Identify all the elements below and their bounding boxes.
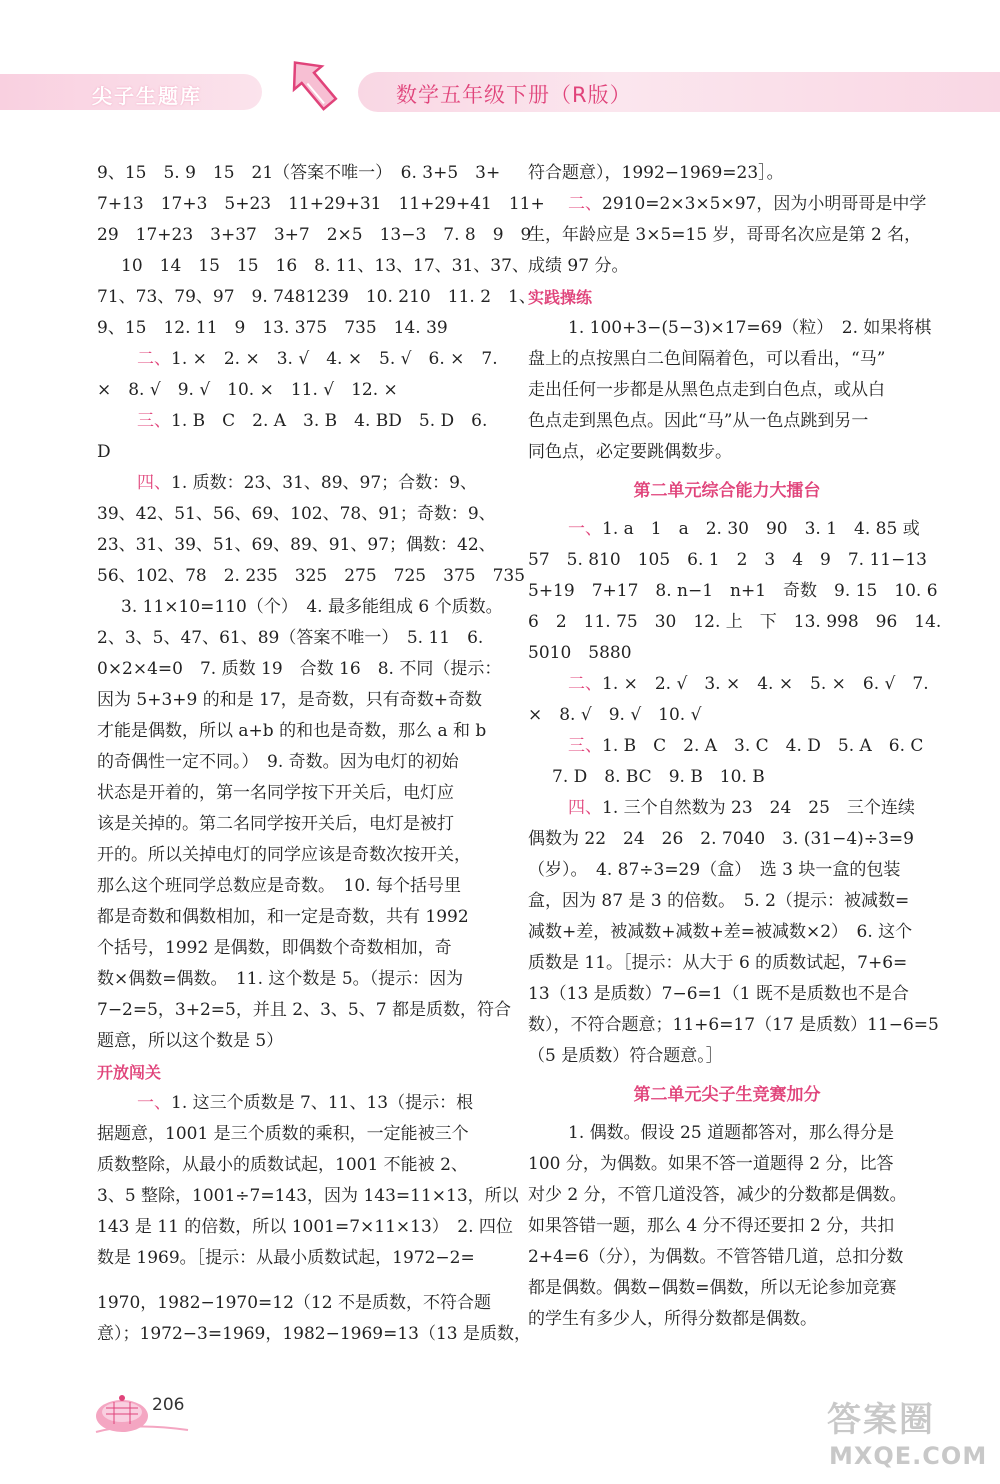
answer-text: 都是偶数。偶数−偶数=偶数，所以无论参加竞赛	[528, 1278, 897, 1298]
answer-line	[97, 1088, 495, 1119]
answer-text: 数×偶数=偶数。 11. 这个数是 5。（提示：因为	[97, 969, 464, 989]
answer-line	[97, 406, 495, 437]
answer-line	[97, 530, 495, 561]
page-number: 206	[152, 1395, 185, 1415]
answer-line	[528, 158, 926, 189]
section-heading: 实践操练	[528, 288, 593, 307]
answer-line	[97, 251, 529, 282]
answer-line	[97, 189, 545, 220]
answer-line	[97, 747, 495, 778]
answer-text: 143 是 11 的倍数，所以 1001=7×11×13） 2. 四位	[97, 1217, 513, 1237]
answer-line	[528, 545, 926, 576]
answer-text: 39、42、51、56、69、102、78、91；奇数：9、	[97, 504, 496, 524]
answer-text: 那么这个班同学总数应是奇数。 10. 每个括号里	[97, 876, 461, 896]
answer-text: 同色点，必定要跳偶数步。	[528, 442, 732, 462]
answer-text: 57 5. 810 105 6. 1 2 3 4 9 7. 11−13	[528, 550, 927, 570]
unit-title: 第二单元尖子生竞赛加分	[633, 1085, 821, 1105]
answer-line	[97, 685, 495, 716]
answer-line	[97, 313, 495, 344]
answer-line	[528, 669, 929, 700]
answer-line	[528, 375, 926, 406]
answer-line	[97, 778, 495, 809]
answer-text: 盘上的点按黑白二色间隔着色，可以看出，“马”	[528, 349, 886, 369]
answer-text: 23、31、39、51、69、89、91、97；偶数：42、	[97, 535, 496, 555]
answer-text: 9、15 5. 9 15 21（答案不唯一） 6. 3+5 3+	[97, 163, 501, 183]
answer-line	[528, 793, 926, 824]
answer-text: 7−2=5，3+2=5，并且 2、3、5、7 都是质数，符合	[97, 1000, 511, 1020]
answer-text: 29 17+23 3+37 3+7 2×5 13−3 7. 8 9 9	[97, 225, 532, 245]
answer-text: 7. D 8. BC 9. B 10. B	[552, 767, 765, 787]
answer-line	[97, 1212, 513, 1243]
answer-text: 1. B C 2. A 3. C 4. D 5. A 6. C	[602, 736, 924, 756]
answer-line	[528, 1180, 926, 1211]
answer-line	[97, 375, 495, 406]
answer-line	[97, 1243, 495, 1274]
answer-text: 减数+差，被减数+减数+差=被减数×2） 6. 这个	[528, 922, 913, 942]
answer-line	[97, 716, 495, 747]
answer-line	[97, 623, 495, 654]
answer-line	[97, 840, 495, 871]
answer-text: 1. 偶数。假设 25 道题都答对，那么得分是	[568, 1123, 895, 1143]
answer-text: 2、3、5、47、61、89（答案不唯一） 5. 11 6.	[97, 628, 484, 648]
answer-line	[97, 437, 495, 468]
answer-text: 2+4=6（分），为偶数。不管答错几道，总扣分数	[528, 1247, 904, 1267]
answer-line	[97, 654, 502, 685]
answer-text: 100 分，为偶数。如果不答一道题得 2 分，比答	[528, 1154, 894, 1174]
answer-text: 5010 5880	[528, 643, 632, 663]
answer-text: 走出任何一步都是从黑色点走到白色点，或从白	[528, 380, 885, 400]
answer-text: 据题意，1001 是三个质数的乘积，一定能被三个	[97, 1124, 469, 1144]
answer-text: 开的。所以关掉电灯的同学应该是奇数次按开关，	[97, 845, 471, 865]
answer-line	[528, 344, 926, 375]
answer-text: 10 14 15 15 16 8. 11、13、17、31、37、	[121, 256, 529, 276]
answer-text: 状态是开着的，第一名同学按下开关后，电灯应	[97, 783, 454, 803]
answer-text: 意）；1972−3=1969，1982−1969=13（13 是质数，	[97, 1324, 532, 1344]
answer-text: 生，年龄应是 3×5=15 岁，哥哥名次应是第 2 名，	[528, 225, 922, 245]
answer-text: 数是 1969。［提示：从最小质数试起，1972−2=	[97, 1248, 475, 1268]
answer-text: 1. a 1 a 2. 30 90 3. 1 4. 85 或	[602, 519, 920, 539]
answer-line	[97, 592, 503, 623]
watermark-title: 答案圈	[827, 1400, 935, 1440]
answer-line	[528, 979, 926, 1010]
answer-text: 题意，所以这个数是 5）	[97, 1031, 284, 1051]
answer-line	[528, 576, 938, 607]
answer-line	[97, 158, 501, 189]
answer-text: 对少 2 分，不管几道没答，减少的分数都是偶数。	[528, 1185, 907, 1205]
book-title-banner	[358, 72, 1000, 112]
answer-line	[97, 499, 495, 530]
answer-text: 该是关掉的。第二名同学按开关后，电灯是被打	[97, 814, 454, 834]
answer-line	[528, 406, 926, 437]
answer-line	[528, 886, 926, 917]
section-heading: 开放闯关	[97, 1063, 162, 1082]
question-group-label: 二、	[568, 674, 602, 694]
answer-line	[528, 855, 926, 886]
answer-text: 盒，因为 87 是 3 的倍数。 5. 2（提示：被减数=	[528, 891, 910, 911]
answer-line	[528, 1211, 926, 1242]
answer-text: 成绩 97 分。	[528, 256, 629, 276]
answer-line	[97, 1288, 495, 1319]
question-group-label: 三、	[568, 736, 602, 756]
answer-text: 71、73、79、97 9. 7481239 10. 210 11. 2 1、	[97, 287, 536, 307]
answer-line	[528, 824, 926, 855]
answer-line	[528, 220, 926, 251]
answer-column-right	[528, 158, 942, 1335]
answer-text: 9、15 12. 11 9 13. 375 735 14. 39	[97, 318, 448, 338]
answer-text: × 8. √ 9. √ 10. √	[528, 705, 702, 725]
question-group-label: 四、	[137, 473, 171, 493]
answer-line	[97, 468, 495, 499]
answer-text: 1. 这三个质数是 7、11、13（提示：根	[171, 1093, 474, 1113]
answer-line	[97, 995, 511, 1026]
answer-line	[97, 871, 495, 902]
answer-line	[528, 514, 926, 545]
answer-text: 质数是 11。［提示：从大于 6 的质数试起，7+6=	[528, 953, 908, 973]
answer-line	[528, 948, 926, 979]
question-group-label: 四、	[568, 798, 602, 818]
answer-line	[97, 1181, 519, 1212]
answer-text: 偶数为 22 24 26 2. 7040 3. (31−4)÷3=9	[528, 829, 914, 849]
answer-text: 1970，1982−1970=12（12 不是质数，不符合题	[97, 1293, 491, 1313]
answer-line	[528, 251, 926, 282]
question-group-label: 三、	[137, 411, 171, 431]
answer-text: × 8. √ 9. √ 10. × 11. √ 12. ×	[97, 380, 398, 400]
spacer	[97, 1274, 495, 1288]
answer-text: 3. 11×10=110（个） 4. 最多能组成 6 个质数。	[121, 597, 503, 617]
question-group-label: 二、	[137, 349, 171, 369]
answer-line	[97, 902, 495, 933]
answer-text: 1. × 2. × 3. √ 4. × 5. √ 6. × 7.	[171, 349, 498, 369]
unit-title: 第二单元综合能力大擂台	[633, 481, 821, 501]
answer-line	[528, 1118, 926, 1149]
answer-text: 个括号，1992 是偶数，即偶数个奇数相加，奇	[97, 938, 452, 958]
series-name: 尖子生题库	[92, 84, 202, 108]
watermark	[815, 1392, 995, 1478]
answer-line	[528, 731, 926, 762]
answer-text: 3、5 整除，1001÷7=143，因为 143=11×13，所以	[97, 1186, 519, 1206]
answer-line	[97, 809, 495, 840]
answer-text: 的学生有多少人，所得分数都是偶数。	[528, 1309, 817, 1329]
answer-line	[97, 344, 498, 375]
arrow-icon	[283, 54, 343, 114]
answer-text: 1. 质数：23、31、89、97；合数：9、	[171, 473, 477, 493]
answer-line	[528, 1041, 926, 1072]
answer-text: 1. × 2. √ 3. × 4. × 5. × 6. √ 7.	[602, 674, 929, 694]
answer-line	[528, 313, 932, 344]
answer-text: 56、102、78 2. 235 325 275 725 375 735	[97, 566, 526, 586]
answer-line	[528, 1273, 926, 1304]
answer-line	[97, 282, 536, 313]
series-banner	[0, 74, 262, 110]
answer-line	[97, 1026, 495, 1057]
answer-text: 2910=2×3×5×97，因为小明哥哥是中学	[602, 194, 927, 214]
answer-line	[97, 964, 495, 995]
answer-text: 色点走到黑色点。因此“马”从一色点跳到另一	[528, 411, 869, 431]
answer-line	[528, 607, 942, 638]
answer-line	[97, 220, 532, 251]
question-group-label: 一、	[568, 519, 602, 539]
answer-text: 如果答错一题，那么 4 分不得还要扣 2 分，共扣	[528, 1216, 895, 1236]
answer-line	[528, 1149, 926, 1180]
answer-line	[97, 561, 526, 592]
answer-text: 6 2 11. 75 30 12. 上 下 13. 998 96 14.	[528, 612, 942, 632]
question-group-label: 一、	[137, 1093, 171, 1113]
answer-line	[528, 1242, 926, 1273]
watermark-url: MXQE.COM	[829, 1442, 988, 1470]
question-group-label: 二、	[568, 194, 602, 214]
answer-text: 1. 100+3−(5−3)×17=69（粒） 2. 如果将棋	[568, 318, 932, 338]
answer-line	[528, 700, 926, 731]
answer-line	[97, 933, 495, 964]
answer-text: 符合题意），1992−1969=23］。	[528, 163, 784, 183]
answer-line	[528, 638, 926, 669]
answer-text: 0×2×4=0 7. 质数 19 合数 16 8. 不同（提示：	[97, 659, 502, 679]
answer-text: 都是奇数和偶数相加，和一定是奇数，共有 1992	[97, 907, 469, 927]
answer-text: 数），不符合题意；11+6=17（17 是质数）11−6=5	[528, 1015, 939, 1035]
answer-text: 的奇偶性一定不同。） 9. 奇数。因为电灯的初始	[97, 752, 459, 772]
answer-text: 7+13 17+3 5+23 11+29+31 11+29+41 11+	[97, 194, 545, 214]
answer-text: 因为 5+3+9 的和是 17，是奇数，只有奇数+奇数	[97, 690, 483, 710]
answer-text: D	[97, 442, 111, 462]
answer-line	[97, 1119, 495, 1150]
answer-line	[528, 1010, 939, 1041]
answer-line	[528, 762, 926, 793]
answer-text: 1. 三个自然数为 23 24 25 三个连续	[602, 798, 915, 818]
answer-line	[528, 189, 926, 220]
answer-text: 1. B C 2. A 3. B 4. BD 5. D 6.	[171, 411, 488, 431]
answer-line	[97, 1150, 495, 1181]
answer-text: （岁）。 4. 87÷3=29（盒） 选 3 块一盒的包装	[528, 860, 901, 880]
answer-column-left	[97, 158, 545, 1350]
answer-text: 5+19 7+17 8. n−1 n+1 奇数 9. 15 10. 6	[528, 581, 938, 601]
book-title: 数学五年级下册（R版）	[396, 83, 632, 107]
answer-line	[528, 437, 926, 468]
answer-text: 13（13 是质数）7−6=1（1 既不是质数也不是合	[528, 984, 909, 1004]
answer-line	[97, 1319, 532, 1350]
answer-line	[528, 1304, 926, 1335]
answer-line	[528, 917, 926, 948]
answer-text: 才能是偶数，所以 a+b 的和也是奇数，那么 a 和 b	[97, 721, 487, 741]
answer-text: 质数整除，从最小的质数试起，1001 不能被 2、	[97, 1155, 468, 1175]
answer-text: （5 是质数）符合题意。］	[528, 1046, 723, 1066]
